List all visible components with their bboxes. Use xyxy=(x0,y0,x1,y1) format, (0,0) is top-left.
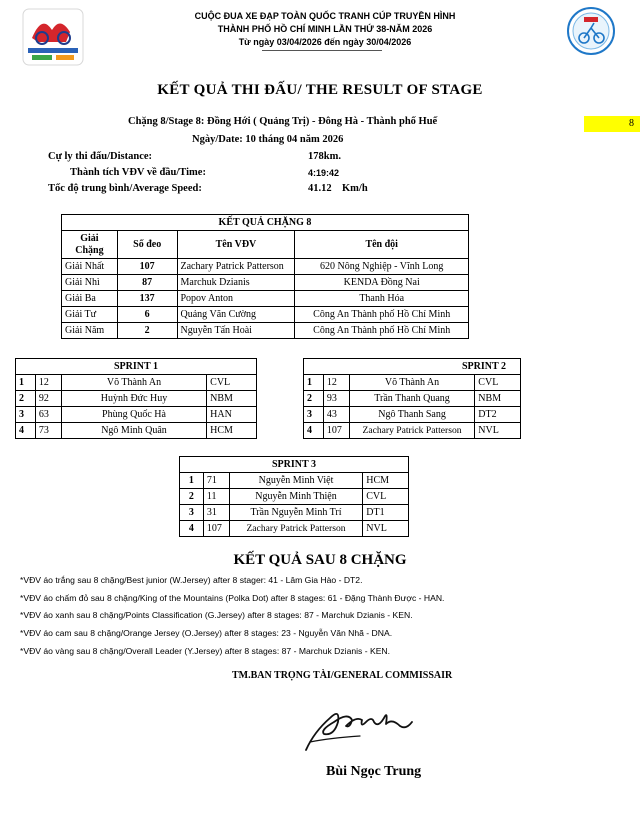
table-row xyxy=(16,391,257,407)
rank-cell: 3 xyxy=(16,407,36,423)
rider-cell: Zachary Patrick Patterson xyxy=(177,259,295,275)
summary-title: KẾT QUẢ SAU 8 CHẶNG xyxy=(233,552,407,568)
team-cell: Công An Thành phố Hồ Chí Minh xyxy=(295,323,469,339)
col-header-bib: Số đeo xyxy=(117,231,177,259)
rider-cell: Nguyễn Minh Việt xyxy=(229,473,363,489)
table-row xyxy=(62,291,469,307)
rider-cell: Huỳnh Đức Huy xyxy=(61,391,206,407)
table-row xyxy=(180,473,409,489)
bib-cell: 73 xyxy=(35,423,61,439)
team-cell: 620 Nông Nghiệp - Vĩnh Long xyxy=(295,259,469,275)
table-row xyxy=(180,521,409,537)
rank-cell: 1 xyxy=(16,375,36,391)
event-logo xyxy=(22,8,84,66)
rider-cell: Quảng Văn Cường xyxy=(177,307,295,323)
table-row xyxy=(62,259,469,275)
sprint-1-caption: SPRINT 1 xyxy=(16,359,257,375)
signature xyxy=(300,692,420,756)
rank-cell: 4 xyxy=(304,423,324,439)
bib-cell: 12 xyxy=(323,375,349,391)
rank-cell: 2 xyxy=(16,391,36,407)
rider-cell: Ngô Minh Quân xyxy=(61,423,206,439)
col-header-team: Tên đội xyxy=(295,231,469,259)
speed-unit: Km/h xyxy=(342,183,368,194)
time-value: 4:19:42 xyxy=(308,168,340,178)
prize-cell: Giải Năm xyxy=(62,323,118,339)
rider-cell: Phùng Quốc Hà xyxy=(61,407,206,423)
distance-label: Cự ly thi đấu/Distance: xyxy=(48,151,153,162)
bib-cell: 6 xyxy=(117,307,177,323)
bib-cell: 107 xyxy=(117,259,177,275)
summary-line-polka-dot: *VĐV áo chấm đỏ sau 8 chặng/King of the Mountains (Polka Dot) after 8 stages: 61 - Đặng Thành Được - HAN. xyxy=(20,593,445,603)
bib-cell: 43 xyxy=(323,407,349,423)
rank-cell: 3 xyxy=(304,407,324,423)
table-row xyxy=(304,423,521,439)
team-cell: KENDA Đồng Nai xyxy=(295,275,469,291)
team-code-cell: CVL xyxy=(207,375,257,391)
table-row xyxy=(16,375,257,391)
header-line-1: CUỘC ĐUA XE ĐẠP TOÀN QUỐC TRANH CÚP TRUYỀN HÌNH xyxy=(194,11,456,21)
rank-cell: 2 xyxy=(180,489,204,505)
bib-cell: 107 xyxy=(323,423,349,439)
bib-cell: 2 xyxy=(117,323,177,339)
header-date-range: Từ ngày 03/04/2026 đến ngày 30/04/2026 xyxy=(238,37,412,47)
rider-cell: Trần Nguyễn Minh Trí xyxy=(229,505,363,521)
prize-cell: Giải Nhất xyxy=(62,259,118,275)
team-code-cell: HCM xyxy=(363,473,409,489)
rider-cell: Zachary Patrick Patterson xyxy=(229,521,363,537)
table-row xyxy=(62,307,469,323)
rider-cell: Võ Thành An xyxy=(61,375,206,391)
bib-cell: 11 xyxy=(203,489,229,505)
team-code-cell: NBM xyxy=(475,391,521,407)
table-row xyxy=(180,505,409,521)
rider-cell: Popov Anton xyxy=(177,291,295,307)
team-code-cell: NVL xyxy=(363,521,409,537)
table-row xyxy=(16,407,257,423)
bib-cell: 63 xyxy=(35,407,61,423)
team-code-cell: NVL xyxy=(475,423,521,439)
team-cell: Thanh Hóa xyxy=(295,291,469,307)
rank-cell: 1 xyxy=(304,375,324,391)
sprint-1-table xyxy=(15,358,257,439)
bib-cell: 107 xyxy=(203,521,229,537)
rider-cell: Ngô Thanh Sang xyxy=(349,407,475,423)
team-code-cell: CVL xyxy=(363,489,409,505)
table-row xyxy=(304,375,521,391)
stage-results-table xyxy=(61,214,469,339)
team-code-cell: HAN xyxy=(207,407,257,423)
team-code-cell: DT1 xyxy=(363,505,409,521)
commissaire-label: TM.BAN TRỌNG TÀI/GENERAL COMMISSAIR xyxy=(232,670,453,681)
bib-cell: 87 xyxy=(117,275,177,291)
sprint-2-table xyxy=(303,358,521,439)
stage-date: Ngày/Date: 10 tháng 04 năm 2026 xyxy=(192,134,344,145)
bib-cell: 93 xyxy=(323,391,349,407)
table-row xyxy=(62,275,469,291)
speed-value: 41.12 xyxy=(308,183,332,194)
team-code-cell: CVL xyxy=(475,375,521,391)
prize-cell: Giải Tư xyxy=(62,307,118,323)
team-code-cell: NBM xyxy=(207,391,257,407)
stage-results-caption: KẾT QUẢ CHẶNG 8 xyxy=(62,215,469,231)
rider-cell: Võ Thành An xyxy=(349,375,475,391)
team-code-cell: HCM xyxy=(207,423,257,439)
header-line-2: THÀNH PHỐ HỒ CHÍ MINH LẦN THỨ 38-NĂM 2026 xyxy=(217,24,433,34)
summary-line-yellow-jersey: *VĐV áo vàng sau 8 chặng/Overall Leader (Y.Jersey) after 8 stages: 87 - Marchuk Dzianis - KEN. xyxy=(20,646,391,656)
bib-cell: 71 xyxy=(203,473,229,489)
sprint-3-table xyxy=(179,456,409,537)
time-label: Thành tích VĐV về đầu/Time: xyxy=(70,167,206,178)
rank-cell: 3 xyxy=(180,505,204,521)
rider-cell: Trần Thanh Quang xyxy=(349,391,475,407)
bib-cell: 31 xyxy=(203,505,229,521)
federation-logo xyxy=(566,6,616,56)
speed-label: Tốc độ trung bình/Average Speed: xyxy=(48,183,202,194)
table-row xyxy=(62,323,469,339)
sprint-2-caption: SPRINT 2 xyxy=(304,359,521,375)
table-row xyxy=(180,489,409,505)
summary-line-white-jersey: *VĐV áo trắng sau 8 chặng/Best junior (W.Jersey) after 8 stager: 41 - Lâm Gia Hào - DT2. xyxy=(20,575,363,585)
prize-cell: Giải Ba xyxy=(62,291,118,307)
commissaire-name: Bùi Ngọc Trung xyxy=(326,764,422,779)
page-title: KẾT QUẢ THI ĐẤU/ THE RESULT OF STAGE xyxy=(157,82,483,98)
table-row xyxy=(304,391,521,407)
col-header-prize: Giải Chặng xyxy=(62,231,118,259)
rank-cell: 2 xyxy=(304,391,324,407)
bib-cell: 92 xyxy=(35,391,61,407)
summary-line-green-jersey: *VĐV áo xanh sau 8 chặng/Points Classification (G.Jersey) after 8 stages: 87 - Marchuk Dzianis - KEN. xyxy=(20,610,413,620)
summary-line-orange-jersey: *VĐV áo cam sau 8 chặng/Orange Jersey (O.Jersey) after 8 stages: 23 - Nguyễn Văn Nhã - DNA. xyxy=(20,628,393,638)
stage-route: Chặng 8/Stage 8: Đồng Hới ( Quảng Trị) - Đông Hà - Thành phố Huế xyxy=(128,116,438,127)
header-divider xyxy=(262,50,382,51)
rider-cell: Zachary Patrick Patterson xyxy=(349,423,475,439)
prize-cell: Giải Nhì xyxy=(62,275,118,291)
rider-cell: Marchuk Dzianis xyxy=(177,275,295,291)
rider-cell: Nguyễn Minh Thiện xyxy=(229,489,363,505)
team-code-cell: DT2 xyxy=(475,407,521,423)
stage-number-badge: 8 xyxy=(584,116,640,132)
sprint-3-caption: SPRINT 3 xyxy=(180,457,409,473)
table-row xyxy=(16,423,257,439)
bib-cell: 137 xyxy=(117,291,177,307)
table-row xyxy=(304,407,521,423)
distance-value: 178km. xyxy=(308,151,341,162)
rank-cell: 4 xyxy=(16,423,36,439)
rank-cell: 4 xyxy=(180,521,204,537)
rider-cell: Nguyễn Tấn Hoài xyxy=(177,323,295,339)
team-cell: Công An Thành phố Hồ Chí Minh xyxy=(295,307,469,323)
col-header-rider: Tên VĐV xyxy=(177,231,295,259)
bib-cell: 12 xyxy=(35,375,61,391)
rank-cell: 1 xyxy=(180,473,204,489)
